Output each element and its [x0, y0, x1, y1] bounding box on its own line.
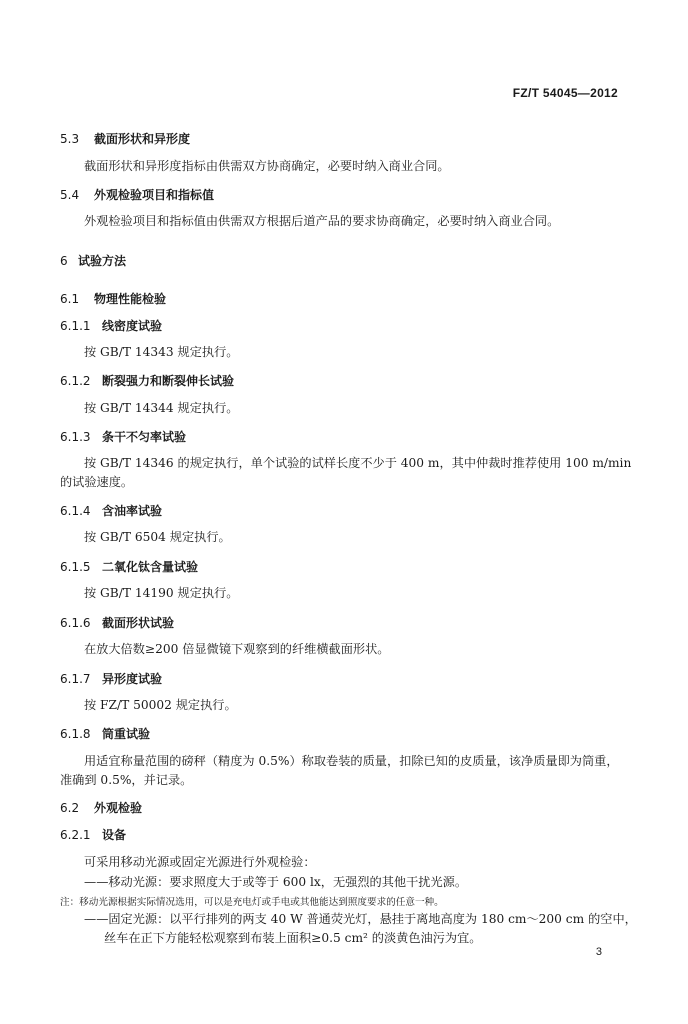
section-number: 6.1.4 [60, 504, 91, 518]
section-heading-6 [60, 252, 126, 269]
section-number: 6.1.6 [60, 616, 91, 630]
section-number: 6 [60, 254, 68, 268]
list-item-fixed-light-line1: ——固定光源：以平行排列的两支 40 W 普通荧光灯，悬挂于离地高度为 180 cm～200 cm 的空中， [84, 912, 637, 926]
paragraph-6-1-4: 按 GB/T 6504 规定执行。 [84, 530, 231, 544]
paragraph-6-1-7: 按 FZ/T 50002 规定执行。 [84, 698, 237, 712]
paragraph-5-3: 截面形状和异形度指标由供需双方协商确定，必要时纳入商业合同。 [84, 159, 450, 173]
section-title: 截面形状和异形度 [94, 132, 191, 146]
section-heading-6-1 [60, 290, 166, 307]
section-heading-6-1-8 [60, 725, 150, 742]
paragraph-6-1-5: 按 GB/T 14190 规定执行。 [84, 586, 239, 600]
note-mobile-light: 注：移动光源根据实际情况选用，可以是充电灯或手电或其他能达到照度要求的任意一种。 [60, 897, 444, 908]
section-heading-6-1-6 [60, 614, 174, 631]
paragraph-6-1-3-line2: 的试验速度。 [60, 475, 134, 489]
section-number: 6.1.1 [60, 319, 91, 333]
section-title: 外观检验项目和指标值 [94, 188, 215, 202]
section-number: 5.4 [60, 188, 80, 202]
section-heading-5-4 [60, 186, 214, 203]
section-number: 6.1.2 [60, 374, 91, 388]
paragraph-6-1-8-line1: 用适宜称量范围的磅秤（精度为 0.5%）称取卷装的质量，扣除已知的皮质量，该净质量即为筒重， [84, 754, 619, 768]
section-heading-6-2 [60, 799, 142, 816]
paragraph-6-1-6: 在放大倍数≥200 倍显微镜下观察到的纤维横截面形状。 [84, 642, 390, 656]
section-heading-6-1-4 [60, 502, 162, 519]
section-number: 5.3 [60, 132, 80, 146]
section-number: 6.1 [60, 292, 80, 306]
section-number: 6.1.3 [60, 430, 91, 444]
standard-number: FZ/T 54045—2012 [512, 86, 618, 100]
page-number: 3 [595, 946, 602, 958]
section-title: 断裂强力和断裂伸长试验 [102, 374, 235, 388]
section-heading-6-1-5 [60, 558, 198, 575]
section-number: 6.1.8 [60, 727, 91, 741]
section-heading-6-1-3 [60, 428, 186, 445]
list-item-mobile-light: ——移动光源：要求照度大于或等于 600 lx，无强烈的其他干扰光源。 [84, 875, 468, 889]
section-number: 6.1.5 [60, 560, 91, 574]
section-title: 条干不匀率试验 [102, 430, 187, 444]
section-title: 试验方法 [78, 254, 127, 268]
section-heading-6-1-2 [60, 372, 234, 389]
section-number: 6.2.1 [60, 828, 91, 842]
section-title: 异形度试验 [102, 672, 163, 686]
section-heading-6-1-1 [60, 317, 162, 334]
section-title: 截面形状试验 [102, 616, 175, 630]
section-number: 6.1.7 [60, 672, 91, 686]
paragraph-6-1-2: 按 GB/T 14344 规定执行。 [84, 401, 239, 415]
section-title: 设备 [102, 828, 127, 842]
list-item-fixed-light-line2: 丝车在正下方能轻松观察到布装上面积≥0.5 cm² 的淡黄色油污为宜。 [104, 931, 482, 945]
paragraph-5-4: 外观检验项目和指标值由供需双方根据后道产品的要求协商确定，必要时纳入商业合同。 [84, 214, 560, 228]
section-title: 线密度试验 [102, 319, 163, 333]
section-title: 外观检验 [94, 801, 143, 815]
section-title: 含油率试验 [102, 504, 163, 518]
paragraph-6-1-8-line2: 准确到 0.5%，并记录。 [60, 773, 193, 787]
paragraph-6-1-1: 按 GB/T 14343 规定执行。 [84, 345, 239, 359]
section-title: 物理性能检验 [94, 292, 167, 306]
section-title: 二氧化钛含量试验 [102, 560, 199, 574]
section-heading-6-2-1 [60, 826, 126, 843]
section-number: 6.2 [60, 801, 80, 815]
section-heading-5-3 [60, 130, 190, 147]
paragraph-6-2-1-intro: 可采用移动光源或固定光源进行外观检验： [84, 855, 316, 869]
paragraph-6-1-3-line1: 按 GB/T 14346 的规定执行，单个试验的试样长度不少于 400 m，其中仲裁时推荐使用 100 m/min [84, 456, 632, 470]
section-title: 筒重试验 [102, 727, 151, 741]
section-heading-6-1-7 [60, 670, 162, 687]
